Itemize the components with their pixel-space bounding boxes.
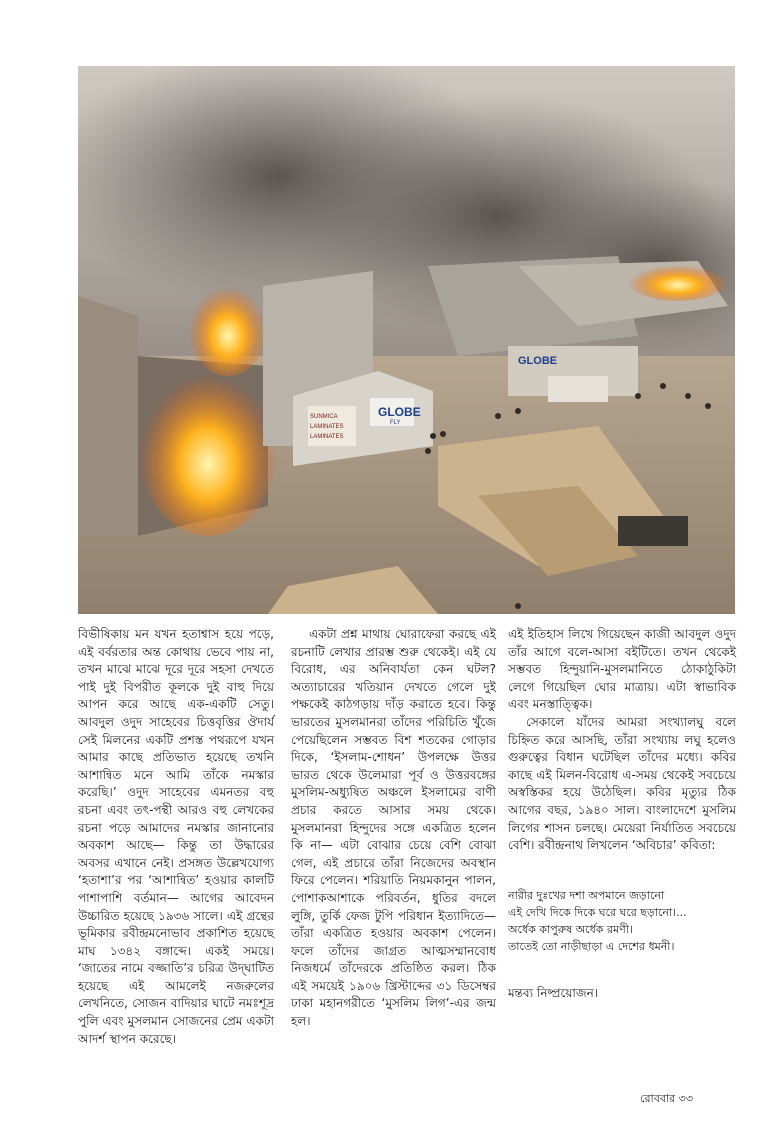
- photo-sign-globe-2: GLOBE: [518, 355, 558, 367]
- page-folio: রোববার ৩৩: [640, 1092, 693, 1105]
- poem-quote: [508, 887, 736, 955]
- poem-line: তাতেই তো নাড়ীছাড়া এ দেশের ধমনী।: [508, 939, 675, 953]
- article-column-1: [78, 626, 274, 1048]
- article-column-2: [291, 626, 496, 1031]
- photo-sign-globe-1: GLOBE: [378, 405, 421, 419]
- riot-fire-photo: [78, 66, 735, 614]
- column3-paragraph-2: সেকালে যাঁদের আমরা সংখ্যালঘু বলে চিহ্নিত করে আসছি, তাঁরা সংখ্যায় লঘু হলেও গুরুত্বের বিধান ঘটেছিল তাঁদের মধ্যে। কবির কাছে এই মিলন-বিরোধ এ-সময় থেকেই সবচেয়ে অস্বস্তিকর হয়ে উঠেছিল। কবির মৃত্যুর ঠিক আগের বছর, ১৯৪০ সাল। বাংলাদেশে মুসলিম লিগের শাসন চলছে। মেয়েরা নির্যাতিত সবচেয়ে বেশি। রবীন্দ্রনাথ লিখলেন ‘অবিচার’ কবিতা:: [508, 714, 736, 853]
- column1-paragraph: বিভীষিকায় মন যখন হতাশ্বাস হয়ে পড়ে, এই বর্বরতার অন্ত কোথায় ভেবে পায় না, তখন মাঝে মাঝে দূরে দূরে সহসা দেখতে পাই দুই বিপরীত কূলকে দুই বাহু দিয়ে আপন করে আছে এক-একটি সেতু। আবদুল ওদুদ সাহেবের চিত্তবৃত্তির ঔদার্য সেই মিলনের একটি প্রশস্ত পথরূপে যখন আমার কাছে প্রতিভাত হয়েছে তখনি আশান্বিত মনে আমি তাঁকে নমস্কার করেছি।’ ওদুদ সাহেবের এমনতর বহু রচনা এবং তৎ-পন্থী আরও বহু লেখকের রচনা পড়ে আমাদের নমস্কার জানানোর অবকাশ আছে— কিন্তু তা উদ্ধারের অবসর এখানে নেই। প্রসঙ্গত উল্লেখযোগ্য ‘হতাশা’র পর ‘আশান্বিত’ হওয়ার কালটি পাশাপাশি বর্তমান— আগের আবেদন উচ্চারিত হয়েছে ১৯৩৬ সালে। এই গ্রন্থের ভূমিকার রবীন্দ্রমনোভাব প্রকাশিত হয়েছে মাঘ ১৩৪২ বঙ্গাব্দে। একই সময়ে। ‘জাতের নামে বজ্জাতি’র চরিত্র উদ্‌ঘাটিত হয়েছে এই আমলেই নজরুলের লেখনিতে, সোজন বাদিয়ার ঘাটে নমঃশূদ্র পুলি এবং মুসলমান সোজনের প্রেম একটা আদর্শ স্থাপন করেছে।: [78, 627, 274, 1046]
- photo-sign-laminates-1: LAMINATES: [310, 424, 344, 430]
- poem-line: অর্ধেক কাপুরুষ অর্ধেক রমণী।: [508, 922, 633, 936]
- column2-paragraph: একটা প্রশ্ন মাথায় ঘোরাফেরা করছে এই রচনাটি লেখার প্রারম্ভ শুরু থেকেই। এই যে বিরোধ, এর অনিবার্যতা কেন ঘটল? অত্যাচারের খতিয়ান দেখতে গেলে দুই পক্ষকেই কাঠগড়ায় দাঁড় করাতে হবে। কিন্তু ভারতের মুসলমানরা তাঁদের পরিচিতি খুঁজে পেয়েছিলেন সম্ভবত বিশ শতকের গোড়ার দিকে, ‘ইসলাম-শোধন’ উপলক্ষে উত্তর ভারত থেকে উলেমারা পূর্ব ও উত্তরবঙ্গের মুসলিম-অধ্যুষিত অঞ্চলে ইসলামের বাণী প্রচার করতে আসার সময় থেকে। মুসলমানরা হিন্দুদের সঙ্গে একত্রিত হলেন কি না— এটা বোঝার চেয়ে বেশি বোঝা গেল, এই প্রচারে তাঁরা নিজেদের অবস্থান ফিরে পেলেন। শরিয়াতি নিয়মকানুন পালন, পোশাকআশাকে পরিবর্তন, ধুতির বদলে লুঙ্গি, তুর্কি ফেজ টুপি পরিধান ইত্যাদিতে— তাঁরা একত্রিত হওয়ার অবকাশ পেলেন। ফলে তাঁদের জাগ্রত আত্মসম্মানবোধ নিজধর্মে তাঁদেরকে প্রতিষ্ঠিত করল। ঠিক এই সময়েই ১৯০৬ খ্রিস্টাব্দের ৩১ ডিসেম্বর ঢাকা মহানগরীতে ‘মুসলিম লিগ’-এর জন্ম হল।: [291, 627, 496, 1029]
- poem-line: এই দেখি দিকে দিকে ঘরে ঘরে ছড়ানো।...: [508, 905, 687, 919]
- photo-sign-fly: FLY: [390, 420, 401, 426]
- article-column-3: [508, 626, 736, 1002]
- poem-line: নারীর দুঃখের দশা অপমানে জড়ানো: [508, 888, 665, 902]
- column3-paragraph-1: এই ইতিহাস লিখে গিয়েছেন কাজী আবদুল ওদুদ তাঁর আগে বলে-আসা বইটিতে। তখন থেকেই সম্ভবত হিন্দুয়ানি-মুসলমানিতে ঠোকাঠুকিটা লেগে গিয়েছিল ঘোর মাত্রায়। এটা স্বাভাবিক এবং মনস্তাত্ত্বিক।: [508, 627, 736, 712]
- photo-sign-sunmica: SUNMICA: [310, 414, 338, 420]
- photo-illustration: [78, 66, 735, 614]
- closing-remark: মন্তব্য নিষ্প্রয়োজন।: [508, 985, 599, 1000]
- photo-sign-laminates-2: LAMINATES: [310, 434, 344, 440]
